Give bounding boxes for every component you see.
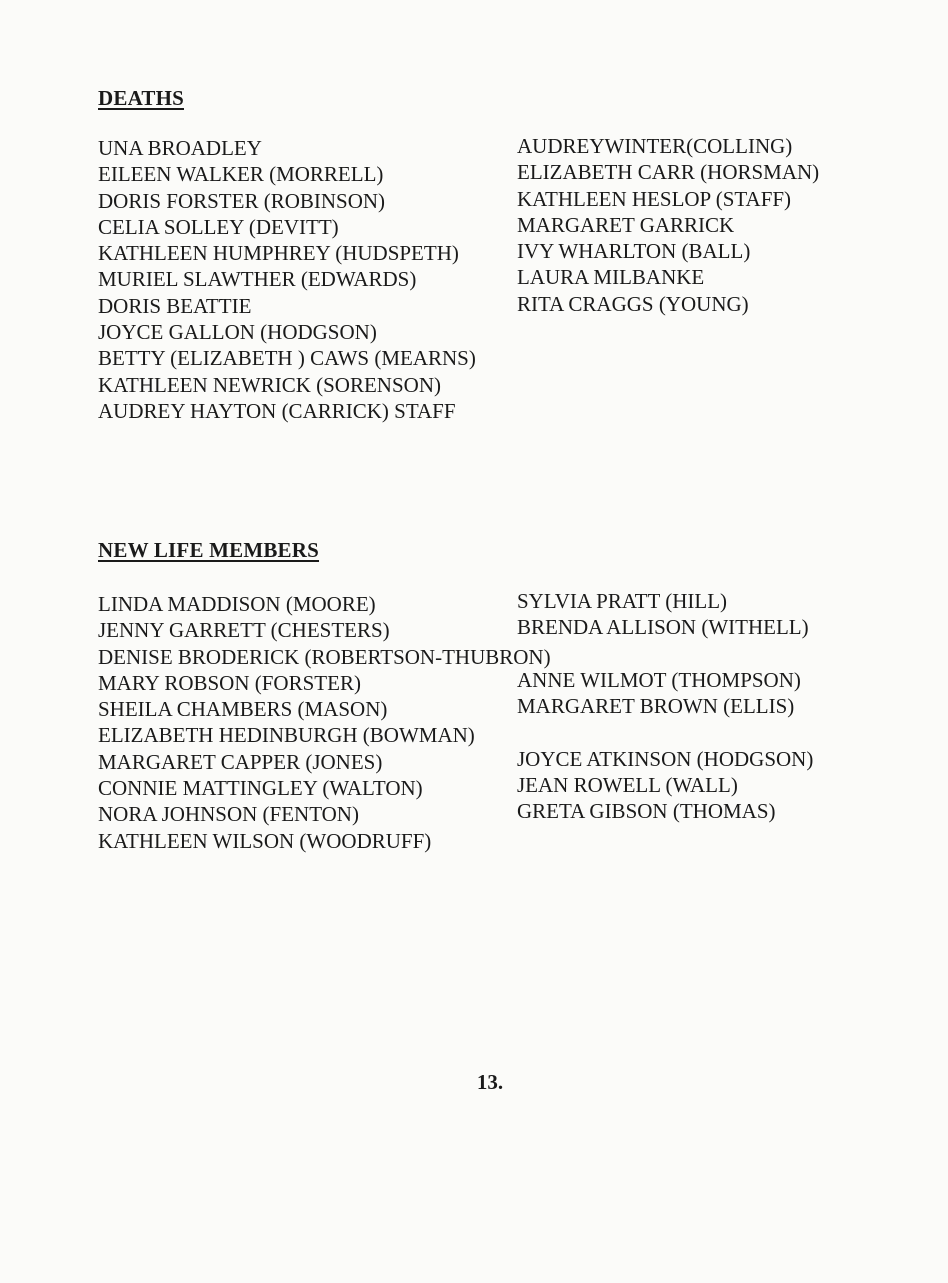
members-left-column	[98, 591, 551, 854]
deaths-name: IVY WHARLTON (BALL)	[517, 239, 751, 264]
new-life-members-heading: NEW LIFE MEMBERS	[98, 538, 320, 562]
member-name: JOYCE ATKINSON (HODGSON)	[517, 746, 814, 771]
deaths-name: MURIEL SLAWTHER (EDWARDS)	[98, 267, 417, 292]
member-name: SHEILA CHAMBERS (MASON)	[98, 697, 388, 722]
deaths-name: KATHLEEN HUMPHREY (HUDSPETH)	[98, 241, 459, 266]
member-name: DENISE BRODERICK (ROBERTSON-THUBRON)	[98, 644, 551, 669]
deaths-name: KATHLEEN HESLOP (STAFF)	[517, 186, 792, 211]
member-name: CONNIE MATTINGLEY (WALTON)	[98, 776, 423, 801]
column-gap	[517, 719, 813, 745]
member-name: ELIZABETH HEDINBURGH (BOWMAN)	[98, 723, 475, 748]
member-name: MARGARET CAPPER (JONES)	[98, 749, 383, 774]
deaths-name: RITA CRAGGS (YOUNG)	[517, 291, 749, 316]
deaths-right-column	[517, 133, 819, 317]
member-name: KATHLEEN WILSON (WOODRUFF)	[98, 828, 432, 853]
member-name: MARY ROBSON (FORSTER)	[98, 670, 361, 695]
member-name: SYLVIA PRATT (HILL)	[517, 589, 728, 613]
deaths-name: UNA BROADLEY	[98, 136, 262, 160]
deaths-name: MARGARET GARRICK	[517, 212, 735, 237]
member-name: ANNE WILMOT (THOMPSON)	[517, 667, 801, 692]
deaths-left-column	[98, 135, 476, 424]
page-number: 13.	[476, 1070, 504, 1094]
deaths-name: DORIS BEATTIE	[98, 293, 252, 318]
deaths-name: DORIS FORSTER (ROBINSON)	[98, 188, 386, 213]
deaths-name: JOYCE GALLON (HODGSON)	[98, 320, 377, 345]
member-name: GRETA GIBSON (THOMAS)	[517, 799, 776, 824]
deaths-name: ELIZABETH CARR (HORSMAN)	[517, 160, 820, 185]
member-name: NORA JOHNSON (FENTON)	[98, 802, 359, 827]
column-gap	[517, 641, 813, 667]
member-name: MARGARET BROWN (ELLIS)	[517, 694, 795, 719]
member-name: BRENDA ALLISON (WITHELL)	[517, 615, 809, 640]
member-name: LINDA MADDISON (MOORE)	[98, 592, 376, 616]
deaths-heading: DEATHS	[98, 86, 184, 110]
deaths-name: KATHLEEN NEWRICK (SORENSON)	[98, 372, 441, 397]
deaths-name: AUDREYWINTER(COLLING)	[517, 134, 793, 158]
deaths-name: BETTY (ELIZABETH ) CAWS (MEARNS)	[98, 346, 476, 371]
member-name: JEAN ROWELL (WALL)	[517, 773, 738, 798]
deaths-name: CELIA SOLLEY (DEVITT)	[98, 214, 339, 239]
deaths-name: AUDREY HAYTON (CARRICK) STAFF	[98, 398, 456, 423]
deaths-name: EILEEN WALKER (MORRELL)	[98, 162, 384, 187]
members-right-column	[517, 588, 813, 825]
deaths-name: LAURA MILBANKE	[517, 265, 705, 290]
member-name: JENNY GARRETT (CHESTERS)	[98, 618, 390, 643]
